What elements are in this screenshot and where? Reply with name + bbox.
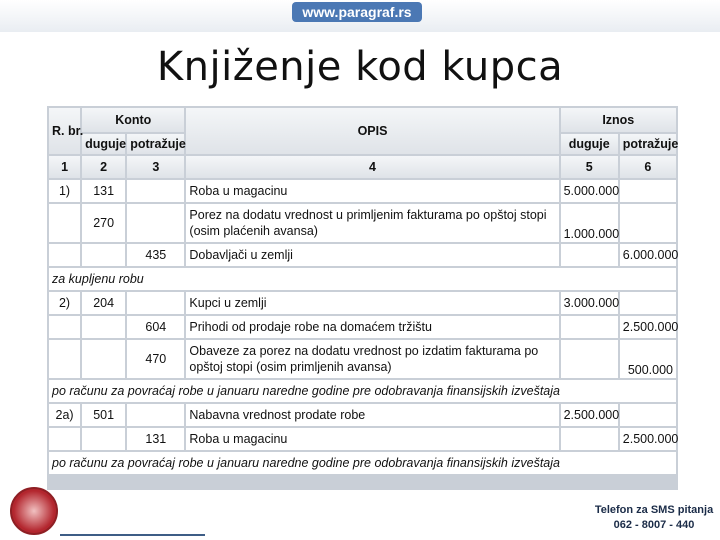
- row-duguje: 5.000.000: [561, 180, 618, 202]
- table-row: [49, 428, 676, 450]
- row-opis: Nabavna vrednost prodate robe: [186, 404, 558, 426]
- row-duguje-konto: 131: [82, 180, 125, 202]
- col-number: 6: [620, 156, 676, 178]
- journal-table-container: [47, 106, 678, 490]
- row-duguje: 3.000.000: [561, 292, 618, 314]
- row-rbr: 2): [49, 292, 80, 314]
- paragraf-logo-icon: [10, 487, 58, 535]
- col-number: 3: [127, 156, 184, 178]
- row-duguje-konto: 204: [82, 292, 125, 314]
- sms-contact-label: Telefon za SMS pitanja: [594, 504, 714, 516]
- row-duguje-konto: 270: [82, 204, 125, 242]
- row-note: po računu za povraćaj robe u januaru naredne godine pre odobravanja finansijskih izveštaja: [49, 452, 676, 474]
- header-iznos-duguje: duguje: [561, 134, 618, 154]
- row-rbr: [49, 428, 80, 450]
- row-potrazuje: [620, 180, 676, 202]
- row-duguje-konto: [82, 340, 125, 378]
- row-potrazuje: 6.000.000: [620, 244, 676, 266]
- header-opis: OPIS: [186, 108, 558, 154]
- table-row: [49, 180, 676, 202]
- row-opis: Roba u magacinu: [186, 180, 558, 202]
- row-potrazuje-konto: [127, 404, 184, 426]
- header-konto: Konto: [82, 108, 184, 132]
- col-number: 2: [82, 156, 125, 178]
- header-iznos: Iznos: [561, 108, 676, 132]
- table-row: [49, 316, 676, 338]
- col-number: 1: [49, 156, 80, 178]
- row-potrazuje-konto: [127, 180, 184, 202]
- row-note: za kupljenu robu: [49, 268, 676, 290]
- row-duguje: [561, 340, 618, 378]
- col-number: 4: [186, 156, 558, 178]
- row-duguje: [561, 428, 618, 450]
- table-row: [49, 244, 676, 266]
- table-row: [49, 340, 676, 378]
- row-potrazuje: 2.500.000: [620, 428, 676, 450]
- row-duguje-konto: [82, 316, 125, 338]
- row-duguje: 1.000.000: [561, 204, 618, 242]
- row-potrazuje: 2.500.000: [620, 316, 676, 338]
- row-potrazuje-konto: 470: [127, 340, 184, 378]
- row-potrazuje: [620, 404, 676, 426]
- slide-title: Knjiženje kod kupca: [156, 44, 564, 90]
- table-row-note: [49, 268, 676, 290]
- header-konto-duguje: duguje: [82, 134, 125, 154]
- sms-contact-number: 062 - 8007 - 440: [613, 519, 695, 531]
- row-rbr: 2a): [49, 404, 80, 426]
- row-potrazuje: [620, 292, 676, 314]
- row-duguje-konto: [82, 428, 125, 450]
- site-url-banner[interactable]: www.paragraf.rs: [292, 2, 422, 22]
- col-number: 5: [561, 156, 618, 178]
- row-rbr: [49, 340, 80, 378]
- row-rbr: [49, 204, 80, 242]
- row-rbr: [49, 244, 80, 266]
- table-row-note: [49, 452, 676, 474]
- journal-table: [47, 106, 678, 476]
- row-potrazuje-konto: 131: [127, 428, 184, 450]
- row-duguje: 2.500.000: [561, 404, 618, 426]
- row-potrazuje: 500.000: [620, 340, 676, 378]
- row-opis: Kupci u zemlji: [186, 292, 558, 314]
- row-duguje: [561, 316, 618, 338]
- row-opis: Porez na dodatu vrednost u primljenim fakturama po opštoj stopi (osim plaćenih avansa): [186, 204, 558, 242]
- header-rbr: [49, 108, 84, 154]
- divider-line: [60, 534, 205, 536]
- row-potrazuje-konto: 604: [127, 316, 184, 338]
- row-rbr: [49, 316, 80, 338]
- row-note: po računu za povraćaj robe u januaru naredne godine pre odobravanja finansijskih izveštaja: [49, 380, 676, 402]
- row-duguje-konto: 501: [82, 404, 125, 426]
- table-row-note: [49, 380, 676, 402]
- row-opis: Obaveze za porez na dodatu vrednost po izdatim fakturama po opštoj stopi (osim primljenih avansa): [186, 340, 558, 378]
- header-rbr-label: R. br.: [52, 124, 84, 138]
- sms-contact: [588, 503, 720, 533]
- row-potrazuje: [620, 204, 676, 242]
- row-opis: Dobavljači u zemlji: [186, 244, 558, 266]
- row-opis: Roba u magacinu: [186, 428, 558, 450]
- table-row: [49, 404, 676, 426]
- header-iznos-potrazuje: potražuje: [620, 134, 676, 154]
- header-konto-potrazuje: potražuje: [127, 134, 184, 154]
- table-row: [49, 204, 676, 242]
- row-opis: Prihodi od prodaje robe na domaćem tržištu: [186, 316, 558, 338]
- table-row: [49, 292, 676, 314]
- row-rbr: 1): [49, 180, 80, 202]
- row-potrazuje-konto: 435: [127, 244, 184, 266]
- row-potrazuje-konto: [127, 204, 184, 242]
- row-duguje-konto: [82, 244, 125, 266]
- row-duguje: [561, 244, 618, 266]
- row-potrazuje-konto: [127, 292, 184, 314]
